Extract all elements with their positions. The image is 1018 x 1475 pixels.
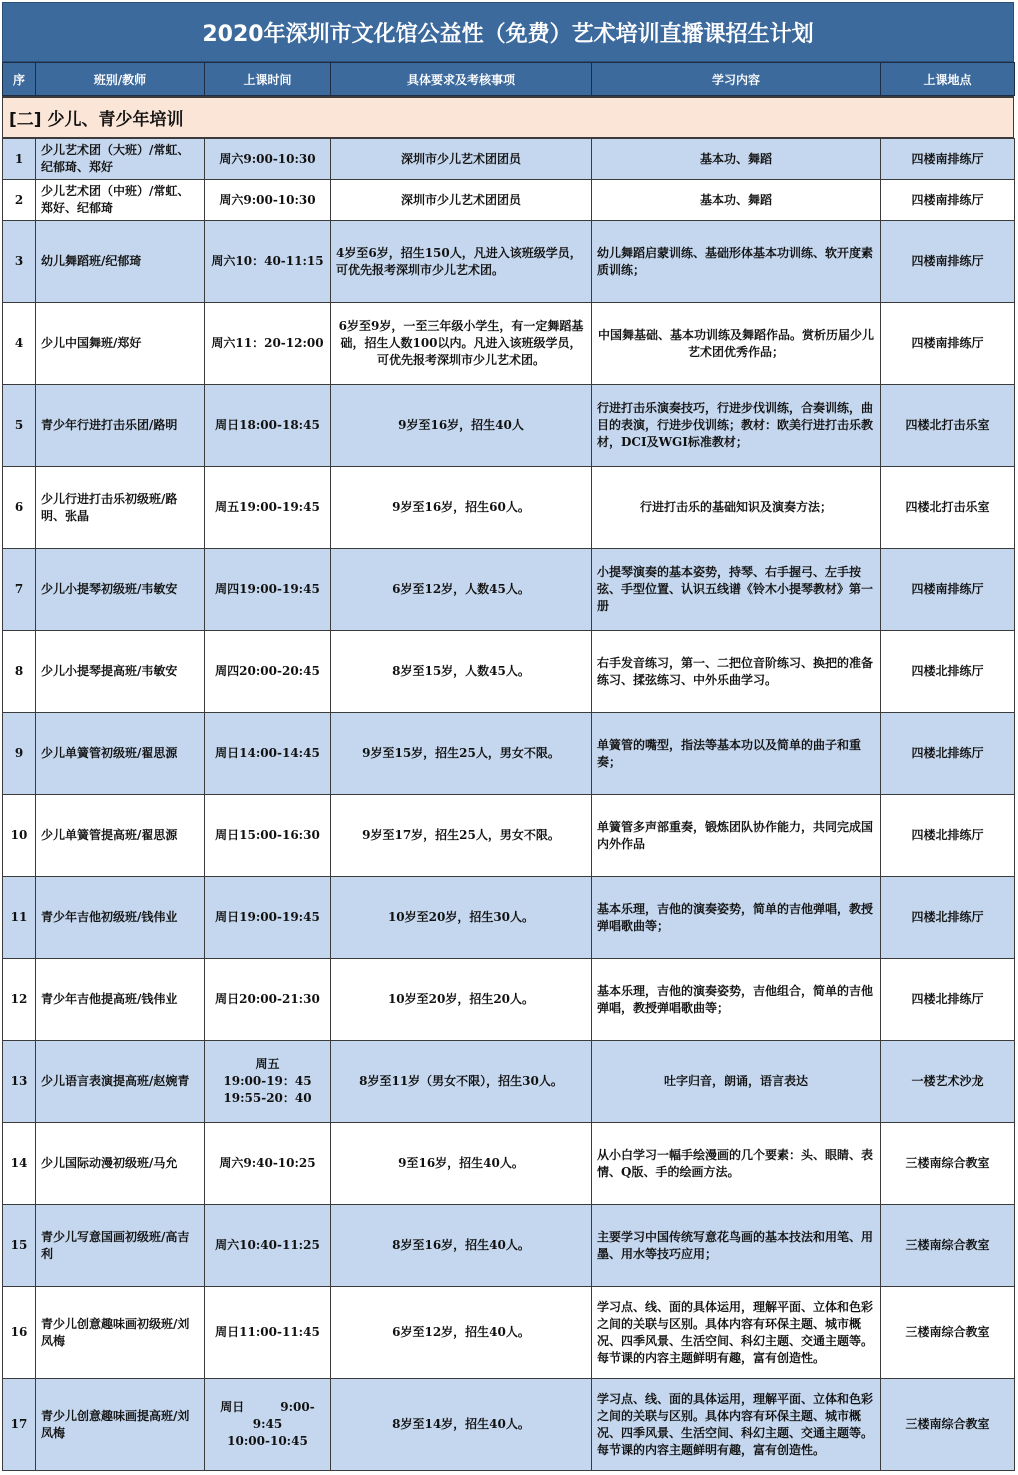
table-row [3, 795, 1015, 877]
requirements: 10岁至20岁，招生20人。 [331, 959, 592, 1041]
location: 四楼南排练厅 [881, 303, 1015, 385]
class-time: 周五19:00-19:45 [205, 467, 331, 549]
location: 三楼南综合教室 [881, 1123, 1015, 1205]
location: 四楼北打击乐室 [881, 385, 1015, 467]
class-teacher: 少儿单簧管初级班/翟思源 [36, 713, 205, 795]
class-time-day: 周五 [255, 1057, 280, 1071]
class-time-slot-2: 10:00-10:45 [227, 1434, 308, 1448]
learning-content: 幼儿舞蹈启蒙训练、基础形体基本功训练、软开度素质训练； [592, 221, 881, 303]
row-number: 15 [3, 1205, 36, 1287]
row-number: 16 [3, 1287, 36, 1379]
row-number: 13 [3, 1041, 36, 1123]
location: 三楼南综合教室 [881, 1287, 1015, 1379]
class-teacher: 少儿语言表演提高班/赵婉青 [36, 1041, 205, 1123]
learning-content: 右手发音练习，第一、二把位音阶练习、换把的准备练习、揉弦练习、中外乐曲学习。 [592, 631, 881, 713]
class-time: 周六9:00-10:30 [205, 139, 331, 180]
class-time: 周日15:00-16:30 [205, 795, 331, 877]
requirements: 4岁至6岁，招生150人，凡进入该班级学员，可优先报考深圳市少儿艺术团。 [331, 221, 592, 303]
location: 四楼北打击乐室 [881, 467, 1015, 549]
requirements: 9至16岁，招生40人。 [331, 1123, 592, 1205]
learning-content: 基本乐理，吉他的演奏姿势，吉他组合，简单的吉他弹唱，教授弹唱歌曲等； [592, 959, 881, 1041]
class-teacher: 少儿国际动漫初级班/马允 [36, 1123, 205, 1205]
table-row [3, 877, 1015, 959]
learning-content: 基本功、舞蹈 [592, 180, 881, 221]
class-time: 周日19:00-19:45 [205, 877, 331, 959]
class-teacher: 少儿艺术团（大班）/常虹、纪郁琦、郑好 [36, 139, 205, 180]
header-requirements: 具体要求及考核事项 [331, 63, 592, 96]
class-teacher: 少儿行进打击乐初级班/路明、张晶 [36, 467, 205, 549]
class-teacher: 青少儿创意趣味画提高班/刘凤梅 [36, 1379, 205, 1471]
location: 四楼北排练厅 [881, 631, 1015, 713]
class-teacher: 少儿中国舞班/郑好 [36, 303, 205, 385]
requirements: 9岁至16岁，招生60人。 [331, 467, 592, 549]
location: 四楼南排练厅 [881, 221, 1015, 303]
class-teacher: 青少年行进打击乐团/路明 [36, 385, 205, 467]
class-time [205, 1041, 331, 1123]
table-row [3, 959, 1015, 1041]
header-time: 上课时间 [205, 63, 331, 96]
learning-content: 学习点、线、面的具体运用，理解平面、立体和色彩之间的关联与区别。具体内容有环保主题、城市概况、四季风景、生活空间、科幻主题、交通主题等。每节课的内容主题鲜明有趣，富有创造性。 [592, 1379, 881, 1471]
requirements: 6岁至9岁，一至三年级小学生，有一定舞蹈基础，招生人数100以内。凡进入该班级学员，可优先报考深圳市少儿艺术团。 [331, 303, 592, 385]
requirements: 10岁至20岁，招生30人。 [331, 877, 592, 959]
row-number: 3 [3, 221, 36, 303]
requirements: 8岁至16岁，招生40人。 [331, 1205, 592, 1287]
requirements: 8岁至11岁（男女不限），招生30人。 [331, 1041, 592, 1123]
row-number: 6 [3, 467, 36, 549]
class-teacher: 少儿艺术团（中班）/常虹、郑好、纪郁琦 [36, 180, 205, 221]
requirements: 8岁至14岁，招生40人。 [331, 1379, 592, 1471]
requirements: 深圳市少儿艺术团团员 [331, 139, 592, 180]
page [2, 2, 1014, 1471]
class-teacher: 少儿小提琴初级班/韦敏安 [36, 549, 205, 631]
table-row [3, 1123, 1015, 1205]
learning-content: 行进打击乐的基础知识及演奏方法； [592, 467, 881, 549]
row-number: 11 [3, 877, 36, 959]
page-title: 2020年深圳市文化馆公益性（免费）艺术培训直播课招生计划 [2, 2, 1014, 62]
location: 四楼南排练厅 [881, 180, 1015, 221]
class-time: 周四19:00-19:45 [205, 549, 331, 631]
class-time: 周日20:00-21:30 [205, 959, 331, 1041]
table-row [3, 221, 1015, 303]
header-class: 班别/教师 [36, 63, 205, 96]
learning-content: 行进打击乐演奏技巧，行进步伐训练，合奏训练，曲目的表演，行进步伐训练；教材：欧美行进打击乐教材，DCI及WGI标准教材； [592, 385, 881, 467]
schedule-table [2, 138, 1015, 1471]
learning-content: 小提琴演奏的基本姿势，持琴、右手握弓、左手按弦、手型位置、认识五线谱《铃木小提琴教材》第一册 [592, 549, 881, 631]
location: 四楼北排练厅 [881, 877, 1015, 959]
header-no: 序 [3, 63, 36, 96]
location: 三楼南综合教室 [881, 1379, 1015, 1471]
location: 四楼北排练厅 [881, 795, 1015, 877]
row-number: 10 [3, 795, 36, 877]
class-teacher: 青少儿写意国画初级班/高吉利 [36, 1205, 205, 1287]
row-number: 9 [3, 713, 36, 795]
table-row [3, 1379, 1015, 1471]
location: 四楼南排练厅 [881, 549, 1015, 631]
location: 三楼南综合教室 [881, 1205, 1015, 1287]
table-row [3, 467, 1015, 549]
learning-content: 基本功、舞蹈 [592, 139, 881, 180]
requirements: 6岁至12岁，人数45人。 [331, 549, 592, 631]
requirements: 6岁至12岁，招生40人。 [331, 1287, 592, 1379]
row-number: 7 [3, 549, 36, 631]
learning-content: 学习点、线、面的具体运用，理解平面、立体和色彩之间的关联与区别。具体内容有环保主题、城市概况、四季风景、生活空间、科幻主题、交通主题等。每节课的内容主题鲜明有趣，富有创造性。 [592, 1287, 881, 1379]
class-teacher: 青少年吉他初级班/钱伟业 [36, 877, 205, 959]
class-time-day: 周日 9:00- [220, 1400, 315, 1414]
learning-content: 单簧管的嘴型，指法等基本功以及简单的曲子和重奏； [592, 713, 881, 795]
class-time-slot-2: 19:55-20：40 [223, 1091, 312, 1105]
table-row [3, 549, 1015, 631]
row-number: 4 [3, 303, 36, 385]
class-time: 周六11：20-12:00 [205, 303, 331, 385]
table-row [3, 1041, 1015, 1123]
table-row [3, 303, 1015, 385]
class-teacher: 青少年吉他提高班/钱伟业 [36, 959, 205, 1041]
learning-content: 主要学习中国传统写意花鸟画的基本技法和用笔、用墨、用水等技巧应用； [592, 1205, 881, 1287]
location: 四楼南排练厅 [881, 139, 1015, 180]
class-time-slot-1: 19:00-19：45 [223, 1074, 312, 1088]
header-location: 上课地点 [881, 63, 1015, 96]
class-time: 周六9:40-10:25 [205, 1123, 331, 1205]
table-row [3, 139, 1015, 180]
schedule-table-header [2, 62, 1015, 96]
learning-content: 从小白学习一幅手绘漫画的几个要素：头、眼睛、表情、Q版、手的绘画方法。 [592, 1123, 881, 1205]
row-number: 14 [3, 1123, 36, 1205]
class-teacher: 少儿小提琴提高班/韦敏安 [36, 631, 205, 713]
class-teacher: 青少儿创意趣味画初级班/刘凤梅 [36, 1287, 205, 1379]
location: 一楼艺术沙龙 [881, 1041, 1015, 1123]
section-title: [二] 少儿、青少年培训 [2, 96, 1014, 138]
location: 四楼北排练厅 [881, 959, 1015, 1041]
header-row [3, 63, 1015, 96]
class-time: 周六9:00-10:30 [205, 180, 331, 221]
header-content: 学习内容 [592, 63, 881, 96]
location: 四楼北排练厅 [881, 713, 1015, 795]
table-row [3, 713, 1015, 795]
class-teacher: 幼儿舞蹈班/纪郁琦 [36, 221, 205, 303]
learning-content: 基本乐理，吉他的演奏姿势，简单的吉他弹唱，教授弹唱歌曲等； [592, 877, 881, 959]
row-number: 5 [3, 385, 36, 467]
table-row [3, 1205, 1015, 1287]
class-time: 周日18:00-18:45 [205, 385, 331, 467]
class-time [205, 1379, 331, 1471]
row-number: 2 [3, 180, 36, 221]
table-row [3, 180, 1015, 221]
class-teacher: 少儿单簧管提高班/翟思源 [36, 795, 205, 877]
row-number: 12 [3, 959, 36, 1041]
learning-content: 吐字归音，朗诵，语言表达 [592, 1041, 881, 1123]
row-number: 1 [3, 139, 36, 180]
requirements: 8岁至15岁，人数45人。 [331, 631, 592, 713]
requirements: 9岁至15岁，招生25人，男女不限。 [331, 713, 592, 795]
class-time: 周四20:00-20:45 [205, 631, 331, 713]
requirements: 9岁至16岁，招生40人 [331, 385, 592, 467]
class-time-slot-1: 9:45 [252, 1417, 283, 1431]
row-number: 8 [3, 631, 36, 713]
learning-content: 单簧管多声部重奏，锻炼团队协作能力，共同完成国内外作品 [592, 795, 881, 877]
class-time: 周六10：40-11:15 [205, 221, 331, 303]
class-time: 周六10:40-11:25 [205, 1205, 331, 1287]
class-time: 周日11:00-11:45 [205, 1287, 331, 1379]
requirements: 9岁至17岁，招生25人，男女不限。 [331, 795, 592, 877]
table-row [3, 385, 1015, 467]
requirements: 深圳市少儿艺术团团员 [331, 180, 592, 221]
class-time: 周日14:00-14:45 [205, 713, 331, 795]
table-row [3, 1287, 1015, 1379]
row-number: 17 [3, 1379, 36, 1471]
table-row [3, 631, 1015, 713]
learning-content: 中国舞基础、基本功训练及舞蹈作品。赏析历届少儿艺术团优秀作品； [592, 303, 881, 385]
